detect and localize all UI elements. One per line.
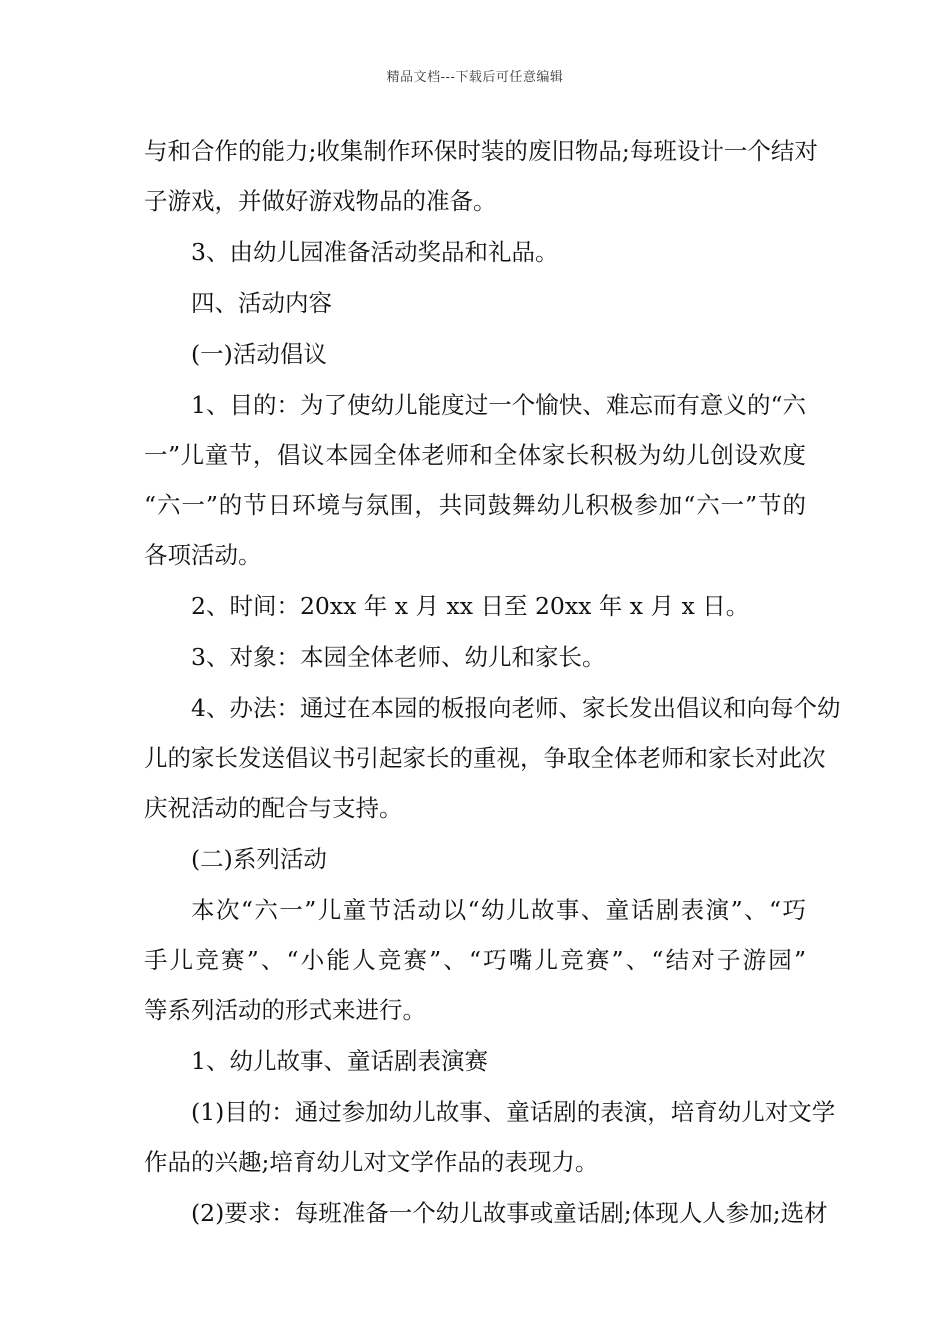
paragraph bbox=[144, 581, 806, 631]
paragraph-line: (一)活动倡议 bbox=[191, 340, 327, 368]
paragraph-line: 4、办法：通过在本园的板报向老师、家长发出倡议和向每个幼 bbox=[191, 694, 841, 722]
paragraph-line: (二)系列活动 bbox=[191, 845, 327, 873]
paragraph-line: 3、由幼儿园准备活动奖品和礼品。 bbox=[191, 238, 559, 266]
paragraph-line: 2、时间：20xx 年 x 月 xx 日至 20xx 年 x 月 x 日。 bbox=[191, 592, 750, 620]
paragraph-line: (2)要求：每班准备一个幼儿故事或童话剧;体现人人参加;选材 bbox=[191, 1199, 828, 1227]
paragraph bbox=[144, 834, 806, 884]
paragraph bbox=[144, 278, 806, 328]
paragraph bbox=[144, 1188, 828, 1238]
paragraph-line: 手儿竞赛”、“小能人竞赛”、“巧嘴儿竞赛”、“结对子游园” bbox=[144, 946, 806, 974]
page-header: 精品文档---下载后可任意编辑 bbox=[386, 70, 564, 85]
paragraph bbox=[144, 380, 806, 580]
document-body bbox=[144, 126, 841, 1239]
paragraph-line: 各项活动。 bbox=[144, 541, 262, 569]
paragraph bbox=[144, 126, 818, 226]
paragraph bbox=[144, 1087, 836, 1187]
paragraph-line: 3、对象：本园全体老师、幼儿和家长。 bbox=[191, 643, 606, 671]
paragraph-line: 四、活动内容 bbox=[191, 289, 332, 317]
paragraph bbox=[144, 1036, 806, 1086]
paragraph-line: 儿的家长发送倡议书引起家长的重视，争取全体老师和家长对此次 bbox=[144, 744, 826, 772]
paragraph-line: 子游戏，并做好游戏物品的准备。 bbox=[144, 187, 497, 215]
paragraph bbox=[144, 329, 806, 379]
paragraph bbox=[144, 227, 806, 277]
paragraph bbox=[144, 632, 806, 682]
paragraph-line: 庆祝活动的配合与支持。 bbox=[144, 794, 403, 822]
paragraph-line: 本次“六一”儿童节活动以“幼儿故事、童话剧表演”、“巧 bbox=[191, 896, 806, 924]
paragraph-line: 1、幼儿故事、童话剧表演赛 bbox=[191, 1047, 488, 1075]
paragraph-line: 1、目的：为了使幼儿能度过一个愉快、难忘而有意义的“六 bbox=[191, 391, 806, 419]
paragraph-line: 作品的兴趣;培育幼儿对文学作品的表现力。 bbox=[144, 1148, 599, 1176]
paragraph-line: (1)目的：通过参加幼儿故事、童话剧的表演，培育幼儿对文学 bbox=[191, 1098, 836, 1126]
paragraph bbox=[144, 885, 806, 1035]
paragraph-line: “六一”的节日环境与氛围，共同鼓舞幼儿积极参加“六一”节的 bbox=[144, 491, 806, 519]
paragraph-line: 一”儿童节，倡议本园全体老师和全体家长积极为幼儿创设欢度 bbox=[144, 441, 806, 469]
paragraph-line: 与和合作的能力;收集制作环保时装的废旧物品;每班设计一个结对 bbox=[144, 137, 818, 165]
paragraph-line: 等系列活动的形式来进行。 bbox=[144, 996, 426, 1024]
paragraph bbox=[144, 683, 841, 833]
